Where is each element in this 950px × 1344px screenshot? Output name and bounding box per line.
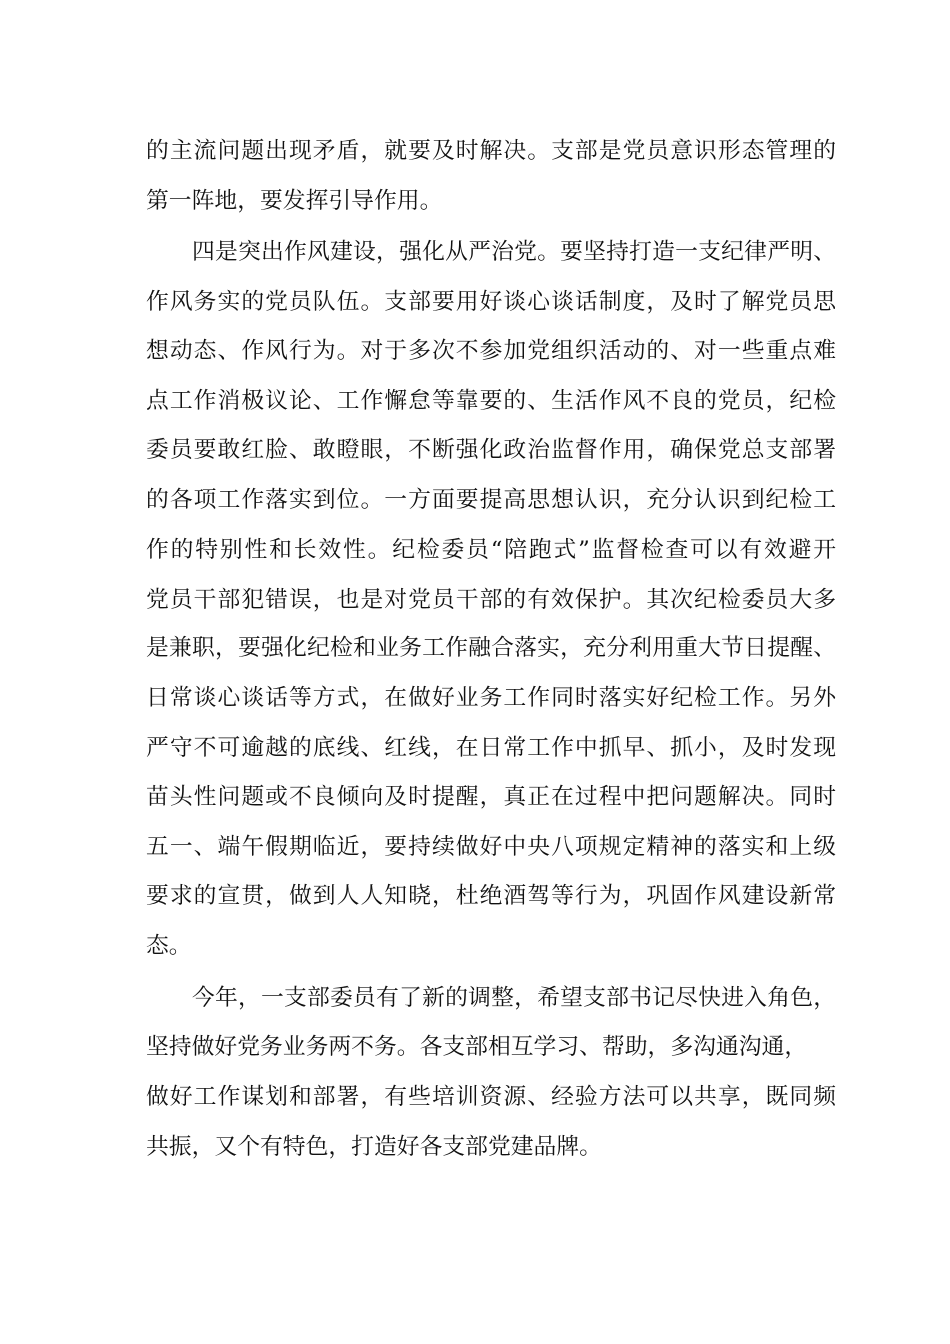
text-line: 做好工作谋划和部署，有些培训资源、经验方法可以共享，既同频 <box>146 1084 836 1110</box>
text-line: 日常谈心谈话等方式，在做好业务工作同时落实好纪检工作。另外 <box>146 685 836 711</box>
text-line: 苗头性问题或不良倾向及时提醒，真正在过程中把问题解决。同时 <box>146 784 836 810</box>
paragraph-start-line: 四是突出作风建设，强化从严治党。要坚持打造一支纪律严明、 <box>192 239 836 265</box>
text-line: 点工作消极议论、工作懈怠等靠要的、生活作风不良的党员，纪检 <box>146 388 836 414</box>
text-line: 的各项工作落实到位。一方面要提高思想认识，充分认识到纪检工 <box>146 487 836 513</box>
text-line: 作风务实的党员队伍。支部要用好谈心谈话制度，及时了解党员思 <box>146 289 836 315</box>
text-line: 是兼职，要强化纪检和业务工作融合落实，充分利用重大节日提醒、 <box>146 635 836 661</box>
text-line: 要求的宣贯，做到人人知晓，杜绝酒驾等行为，巩固作风建设新常 <box>146 883 836 909</box>
text-line: 委员要敢红脸、敢瞪眼，不断强化政治监督作用，确保党总支部署 <box>146 437 836 463</box>
text-line: 态。 <box>146 933 192 959</box>
text-line: 五一、端午假期临近，要持续做好中央八项规定精神的落实和上级 <box>146 834 836 860</box>
text-line: 的主流问题出现矛盾，就要及时解决。支部是党员意识形态管理的 <box>146 138 836 164</box>
text-line: 作的特别性和长效性。纪检委员“陪跑式”监督检查可以有效避开 <box>146 537 836 563</box>
text-line: 党员干部犯错误，也是对党员干部的有效保护。其次纪检委员大多 <box>146 587 836 613</box>
text-line: 想动态、作风行为。对于多次不参加党组织活动的、对一些重点难 <box>146 338 836 364</box>
text-line: 第一阵地，要发挥引导作用。 <box>146 188 443 214</box>
text-line: 坚持做好党务业务两不务。各支部相互学习、帮助，多沟通沟通， <box>146 1034 808 1060</box>
paragraph-start-line: 今年，一支部委员有了新的调整，希望支部书记尽快进入角色， <box>192 985 836 1011</box>
text-line: 共振，又个有特色，打造好各支部党建品牌。 <box>146 1134 602 1160</box>
text-line: 严守不可逾越的底线、红线，在日常工作中抓早、抓小，及时发现 <box>146 735 836 761</box>
